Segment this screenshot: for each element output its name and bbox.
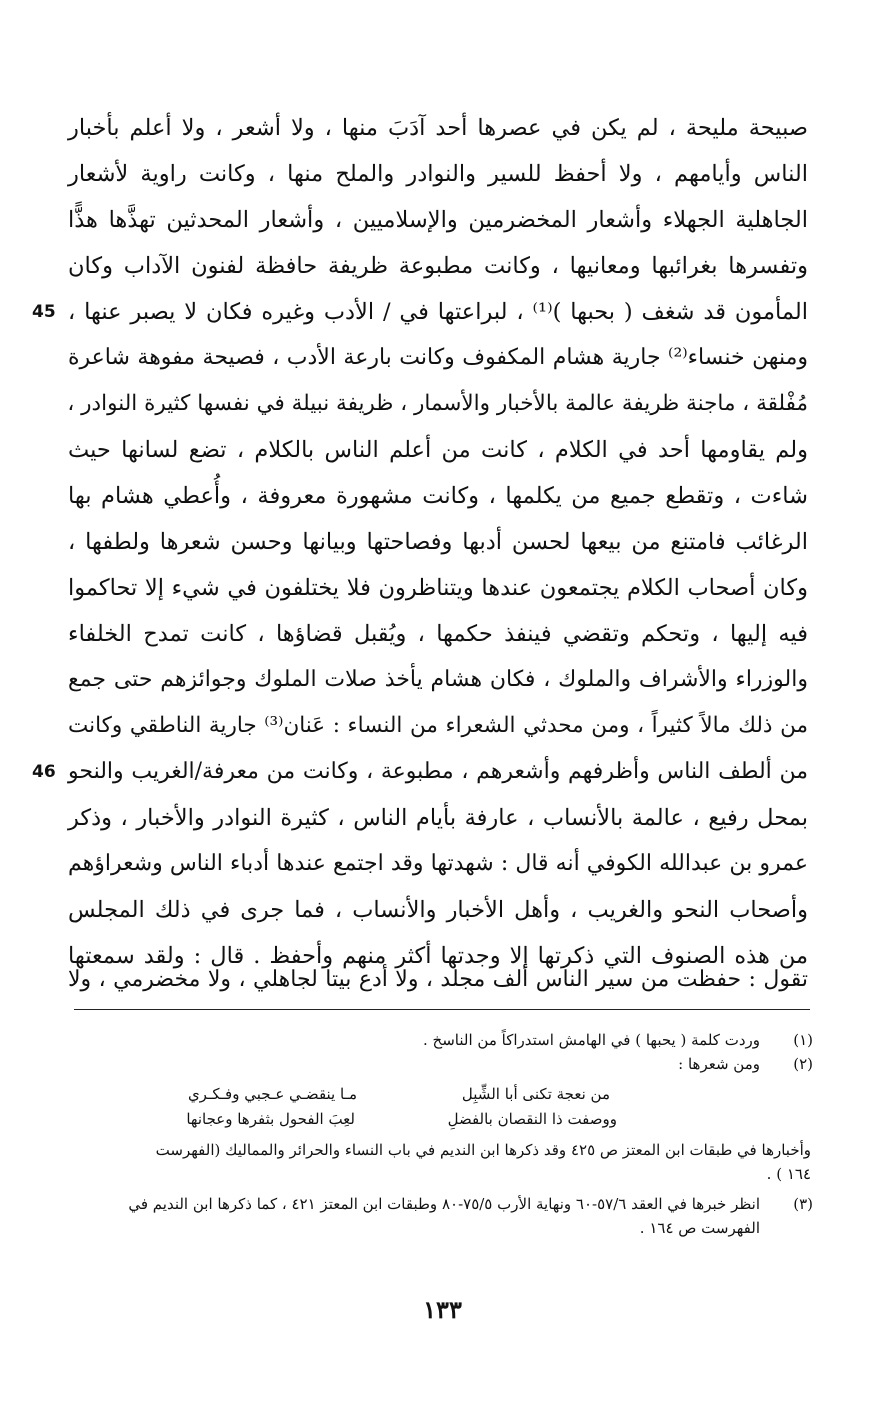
footnote-number: (٣)	[793, 1195, 813, 1213]
body-line: الجاهلية الجهلاء وأشعار المخضرمين والإسلاميين ، وأشعار المحدثين تهذَّها هذًّا	[68, 207, 808, 233]
verse-hemistich: ووصفت ذا النقصان بالفضلِ	[447, 1110, 617, 1128]
body-line: الرغائب فامتنع من بيعها لحسن أدبها وفصاحتها وبيانها وحسن شعرها ولطفها ،	[68, 529, 808, 555]
body-line: ومنهن خنساء⁽²⁾ جارية هشام المكفوف وكانت بارعة الأدب ، فصيحة مفوهة شاعرة	[68, 345, 808, 370]
body-line: المأمون قد شغف ( بحبها )⁽¹⁾ ، لبراعتها في / الأدب وغيره فكان لا يصبر عنها ،	[68, 299, 808, 325]
footnote-number: (٢)	[793, 1055, 813, 1073]
body-line: تقول : حفظت من سير الناس ألف مجلد ، ولا أدع بيتا لجاهلي ، ولا مخضرمي ، ولا	[68, 967, 808, 992]
margin-folio-marker: 45	[32, 302, 56, 322]
body-line: مُفْلقة ، ماجنة ظريفة عالمة بالأخبار والأسمار ، ظريفة نبيلة في نفسها كثيرة النوادر ،	[67, 391, 808, 416]
footnote-text: وأخبارها في طبقات ابن المعتز ص ٤٢٥ وقد ذكرها ابن النديم في باب النساء والحرائر والمماليك (الفهرست	[155, 1141, 811, 1159]
body-line: من هذه الصنوف التي ذكرتها إلا وجدتها أكثر منهم وأحفظ . قال : ولقد سمعتها	[68, 943, 808, 969]
body-line: من ألطف الناس وأظرفهم وأشعرهم ، مطبوعة ، وكانت من معرفة/الغريب والنحو	[68, 759, 808, 784]
body-line: وأصحاب النحو والغريب ، وأهل الأخبار والأنساب ، فما جرى في ذلك المجلس	[68, 897, 808, 923]
body-line: شاءت ، وتقطع جميع من يكلمها ، وكانت مشهورة معروفة ، وأُعطي هشام بها	[68, 483, 808, 509]
body-line: عمرو بن عبدالله الكوفي أنه قال : شهدتها وقد اجتمع عندها أدباء الناس وشعراؤهم	[68, 851, 808, 876]
verse-hemistich: من نعجة تكنى أبا الشِّبِل	[461, 1085, 610, 1103]
body-line: فيه إليها ، وتحكم وتقضي فينفذ حكمها ، ويُقبل قضاؤها ، كانت تمدح الخلفاء	[68, 621, 808, 647]
verse-hemistich: لعِبَ الفحول بثفرها وعجانها	[186, 1110, 355, 1128]
body-line: ولم يقاومها أحد في الكلام ، كانت من أعلم الناس بالكلام ، تضع لسانها حيث	[68, 437, 808, 463]
footnote-text: وردت كلمة ( يحبها ) في الهامش استدراكاً من الناسخ .	[423, 1031, 760, 1049]
body-line: صبيحة مليحة ، لم يكن في عصرها أحد آدَبَ منها ، ولا أشعر ، ولا أعلم بأخبار	[68, 115, 808, 141]
footnote-text: ومن شعرها :	[678, 1055, 760, 1073]
body-line: من ذلك مالاً كثيراً ، ومن محدثي الشعراء من النساء : عَنان⁽³⁾ جارية الناطقي وكانت	[68, 713, 808, 738]
body-line: وكان أصحاب الكلام يجتمعون عندها ويتناظرون فلا يختلفون في شيء إلا تحاكموا	[68, 575, 808, 601]
footnote-separator	[74, 1009, 810, 1010]
body-line: الناس وأيامهم ، ولا أحفظ للسير والنوادر والملح منها ، وكانت راوية لأشعار	[68, 161, 808, 187]
footnote-number: (١)	[793, 1031, 813, 1049]
margin-folio-marker: 46	[32, 762, 56, 782]
footnote-text: انظر خبرها في العقد ٥٧/٦-٦٠ ونهاية الأرب ٧٥/٥-٨٠ وطبقات ابن المعتز ٤٢١ ، كما ذكرها ابن النديم في	[128, 1195, 760, 1213]
footnote-text: ١٦٤ ) .	[766, 1165, 811, 1183]
body-line: بمحل رفيع ، عالمة بالأنساب ، عارفة بأيام الناس ، كثيرة النوادر والأخبار ، وذكر	[68, 805, 808, 831]
body-line: وتفسرها بغرائبها ومعانيها ، وكانت مطبوعة ظريفة حافظة لفنون الآداب وكان	[68, 253, 808, 279]
verse-hemistich: مـا ينقضـي عـجبي وفـكـري	[187, 1085, 357, 1103]
page-number: ١٣٣	[423, 1295, 462, 1324]
body-line: والوزراء والأشراف والملوك ، فكان هشام يأخذ صلات الملوك وجوائزهم حتى جمع	[68, 667, 808, 692]
footnote-text: الفهرست ص ١٦٤ .	[639, 1219, 760, 1237]
